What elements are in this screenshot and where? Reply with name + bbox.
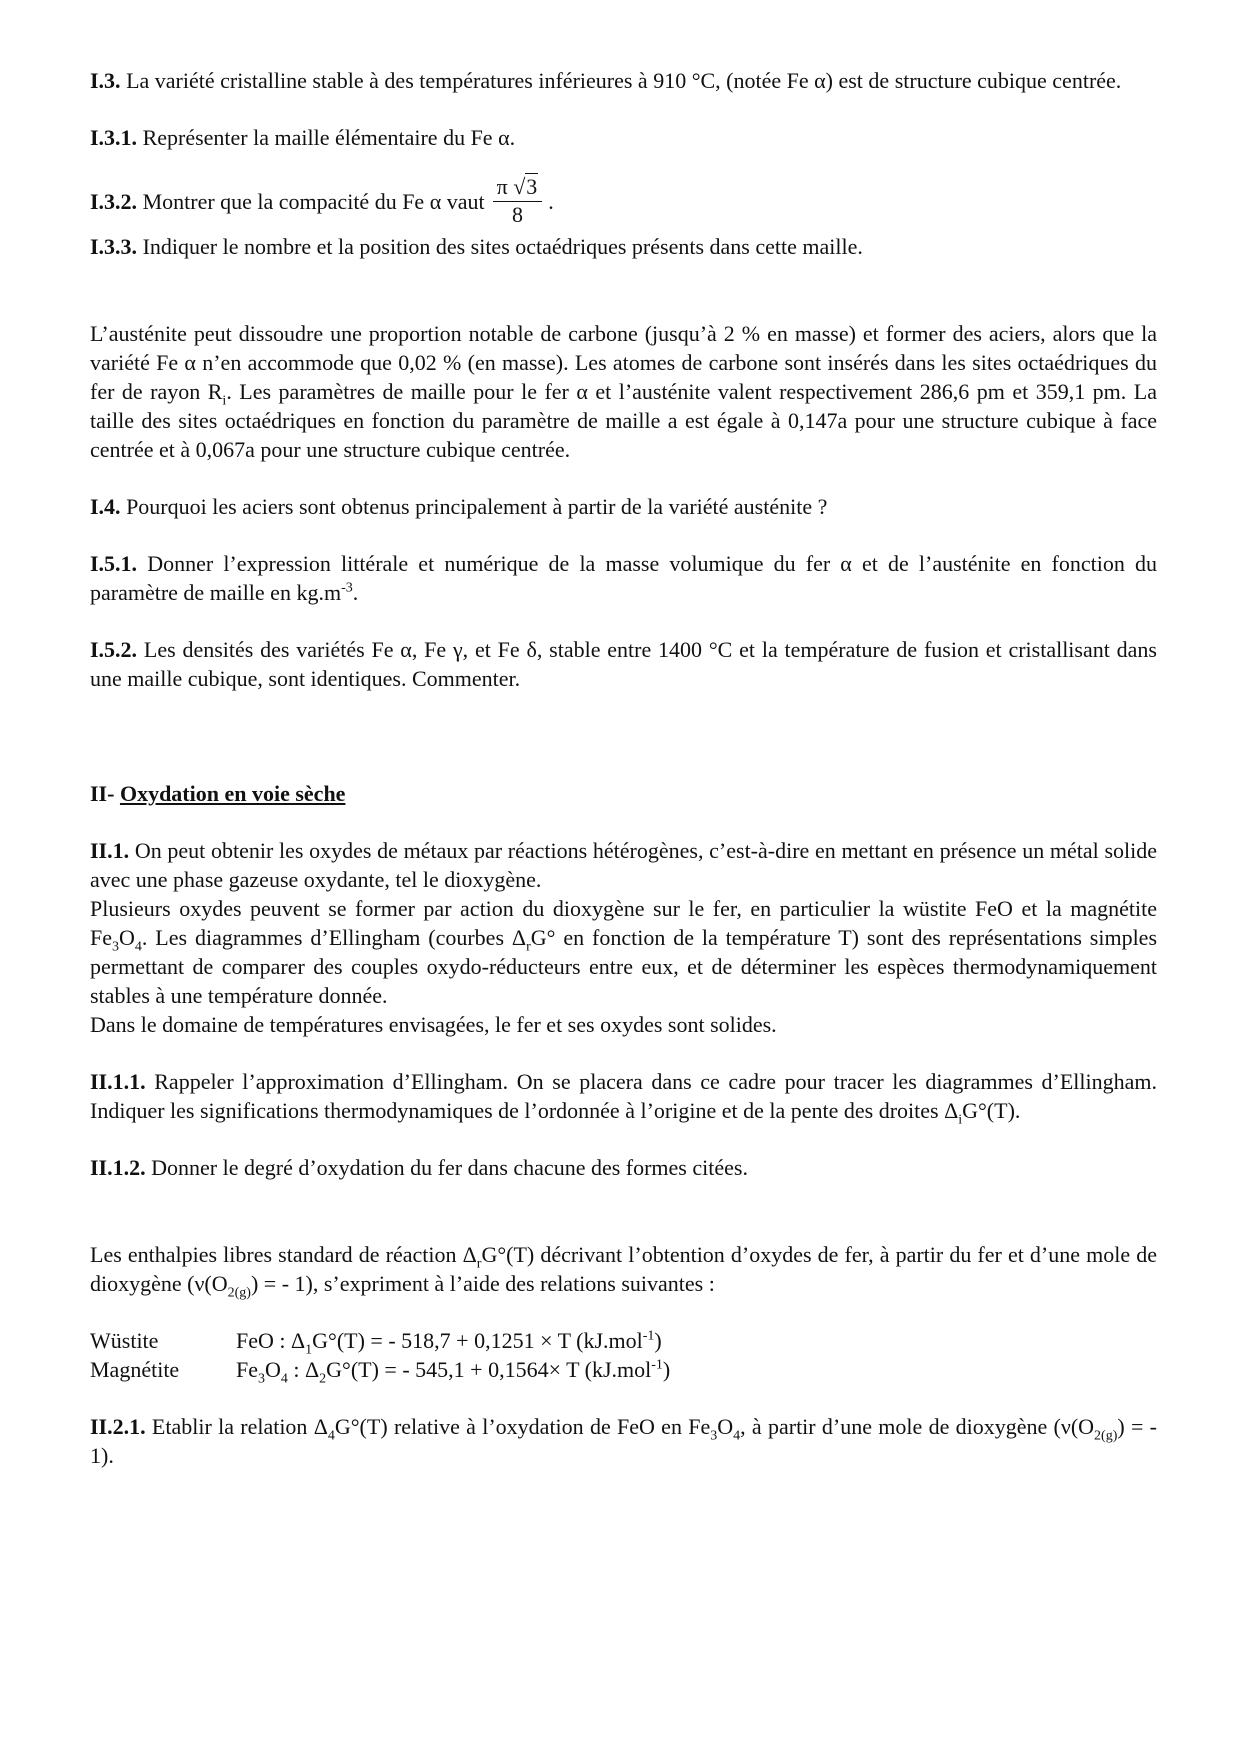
question-i4 [90, 492, 1157, 521]
austenite-paragraph: L’austénite peut dissoudre une proportion notable de carbone (jusqu’à 2 % en masse) et former des aciers, alors que la variété Fe α n’en accommode que 0,02 % (en masse). Les atomes de carbone sont insérés dans les sites octaédriques du fer de rayon $R_i$. Les paramètres de maille pour le fer α et l’austénite valent respectivement 286,6 pm et 359,1 pm. La taille des sites octaédriques en fonction du paramètre de maille a est égale à 0,147a pour une structure cubique à face centrée et à 0,067a pour une structure cubique centrée. [90, 321, 1157, 462]
question-label: I.5.1. [90, 551, 138, 576]
question-label: II.1. [90, 838, 130, 863]
equation-wustite [90, 1326, 1157, 1358]
question-text: On peut obtenir les oxydes de métaux par réactions hétérogènes, c’est-à-dire en mettant en présence un métal solide avec une phase gazeuse oxydante, tel le dioxygène. [90, 838, 1157, 892]
question-text: Donner l’expression littérale et numérique de la masse volumique du fer α et de l’austénite en fonction du paramètre de maille en kg.m [90, 551, 1157, 605]
question-label: II.1.1. [90, 1069, 146, 1094]
question-text: Montrer que la compacité du Fe α vaut [142, 188, 485, 214]
equations-block [90, 1326, 1157, 1387]
question-i33 [90, 232, 1157, 261]
question-ii1 [90, 836, 1157, 894]
question-label: I.3.1. [90, 125, 138, 150]
question-label: I.3. [90, 68, 121, 93]
question-text: La variété cristalline stable à des températures inférieures à 910 °C, (notée Fe α) est de structure cubique centrée. [126, 68, 1122, 93]
pi-symbol: π [496, 174, 508, 199]
question-i32 [90, 170, 1157, 232]
question-label: II.1.2. [90, 1155, 146, 1180]
question-i31 [90, 123, 1157, 152]
question-text: Pourquoi les aciers sont obtenus principalement à partir de la variété austénite ? [126, 494, 828, 519]
period: . [548, 188, 554, 214]
section-heading [90, 779, 1157, 808]
question-i51: I.5.1. Donner l’expression littérale et numérique de la masse volumique du fer α et de l’austénite en fonction du paramètre de maille en $kg.m^{-3}$. [90, 551, 1157, 605]
oxide-name: Magnétite [90, 1357, 180, 1382]
section-title: Oxydation en voie sèche [119, 781, 346, 806]
question-ii21: II.2.1. Etablir la relation $\Delta_4G^\circ(T)$ relative à l’oxydation de FeO en $Fe_3O_4$, à partir d’une mole de dioxygène ($\nu(O_{2(g)})$ = - 1). [90, 1414, 1158, 1468]
equation-text: $Fe_3O_4$ : $\Delta_2G^\circ(T)$ = - 545,1 + 0,1564× T (kJ.mol$^{-1}$) [236, 1357, 671, 1387]
document-page [90, 66, 1157, 1470]
solid-phase-note: Dans le domaine de températures envisagées, le fer et ses oxydes sont solides. [90, 1012, 777, 1037]
enthalpies-paragraph: Les enthalpies libres standard de réaction $\Delta_rG^\circ(T)$ décrivant l’obtention d’oxydes de fer, à partir du fer et d’une mole de dioxygène ($\nu(O_{2(g)})$ = - 1), s’expriment à l’aide des relations suivantes : [90, 1242, 1157, 1301]
equation-magnetite [90, 1355, 1157, 1387]
question-text: Indiquer le nombre et la position des sites octaédriques présents dans cette maille. [142, 234, 863, 259]
question-text: Représenter la maille élémentaire du Fe α. [142, 125, 516, 150]
question-label: I.5.2. [90, 637, 138, 662]
question-text: Rappeler l’approximation d’Ellingham. On se placera dans ce cadre pour tracer les diagrammes d’Ellingham. Indiquer les significations thermodynamiques de l’ordonnée à l’origine et de la pente des droites Δ [90, 1069, 1157, 1123]
fraction-denominator: 8 [511, 202, 523, 227]
question-label: II.2.1. [90, 1414, 146, 1439]
oxide-name: Wüstite [90, 1328, 159, 1353]
question-i3 [90, 66, 1157, 95]
sqrt-value: 3 [526, 174, 538, 199]
question-text: Donner le degré d’oxydation du fer dans chacune des formes citées. [151, 1155, 748, 1180]
equation-text: FeO : $\Delta_1G^\circ(T)$ = - 518,7 + 0,1251 × T (kJ.mol$^{-1}$) [236, 1328, 662, 1358]
question-i52 [90, 635, 1157, 693]
question-text: Les densités des variétés Fe α, Fe γ, et Fe δ, stable entre 1400 °C et la température de fusion et cristallisant dans une maille cubique, sont identiques. Commenter. [90, 637, 1157, 691]
question-label: I.3.3. [90, 234, 138, 259]
question-ii12 [90, 1153, 1157, 1182]
question-label: I.4. [90, 494, 121, 519]
question-label: I.3.2. [90, 188, 138, 214]
ellingham-paragraph: Plusieurs oxydes peuvent se former par action du dioxygène sur le fer, en particulier la wüstite FeO et la magnétite $Fe_3O_4$. Les diagrammes d’Ellingham (courbes $\Delta_rG^\circ$ en fonction de la température T) sont des représentations simples permettant de comparer des couples oxydo-réducteurs entre eux, et de déterminer les espèces thermodynamiquement stables à une température donnée. [90, 896, 1158, 1008]
section-number: II- [90, 781, 115, 806]
question-ii11: II.1.1. Rappeler l’approximation d’Ellingham. On se placera dans ce cadre pour tracer les diagrammes d’Ellingham. Indiquer les significations thermodynamiques de l’ordonnée à l’origine et de la pente des droites $\Delta_iG^\circ(T)$. [90, 1069, 1157, 1128]
compacity-fraction: $\frac{\pi √3}{8}$ [493, 174, 543, 228]
